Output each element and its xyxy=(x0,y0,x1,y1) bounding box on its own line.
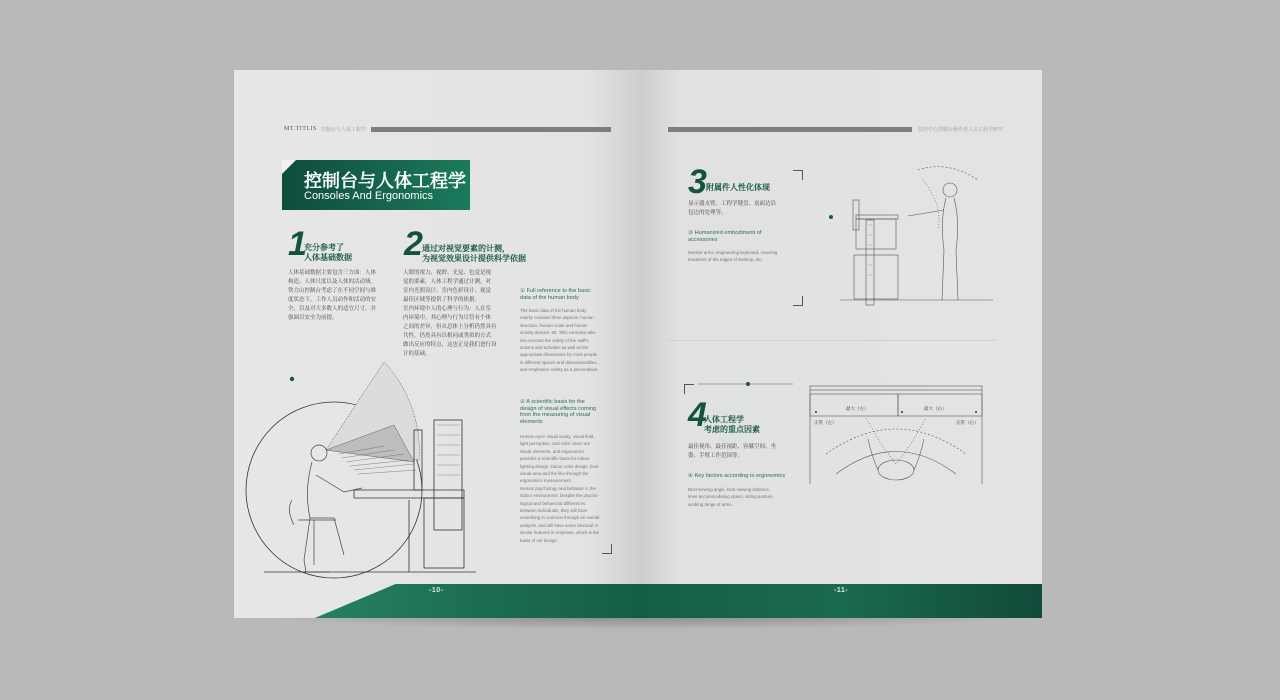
text-line: activity domain. Mt. Titlis consoles take xyxy=(520,330,596,336)
text-line: indoor environment: Despite the psycho- xyxy=(520,493,599,499)
section-1-body xyxy=(288,269,398,323)
heading-line: from the measuring of visual xyxy=(520,412,591,418)
label-max-left: 最大（左） xyxy=(846,406,869,411)
corner-mark xyxy=(793,170,803,180)
section-1-en-heading xyxy=(520,288,610,301)
text-line: 铁力山控制台考虑了在不同空间与维 xyxy=(288,288,377,294)
text-line: basis of our design. xyxy=(520,537,559,543)
heading-line: elements xyxy=(520,418,543,425)
section-3-en-body xyxy=(688,249,803,264)
heading-line: ④ Key factors according to ergonomics xyxy=(688,473,786,479)
text-line: working range of arms. xyxy=(688,501,733,507)
section-2-en-body xyxy=(520,433,608,544)
section-4-en-body xyxy=(688,486,803,508)
section-number-3: 3 xyxy=(688,163,707,201)
heading-line: ② A scientific basis for the xyxy=(520,399,585,405)
section-4-heading xyxy=(704,415,760,435)
heading-line: ③ Humanized embodiment of xyxy=(688,230,762,236)
corner-mark xyxy=(602,544,612,554)
text-line: The basic data of the human body xyxy=(520,308,587,313)
plan-view-lines xyxy=(806,384,994,496)
text-line: 内环境中，其心理与行为尽管有个体 xyxy=(403,315,492,321)
text-line: 人眼的视力、视野、光觉、色觉是视 xyxy=(403,270,492,276)
header-brand: MT.TITLIS xyxy=(284,126,317,132)
page-title-en: Consoles And Ergonomics xyxy=(304,190,434,202)
text-line: visual area and the like through the xyxy=(520,471,589,477)
text-line: appropriate dimensions for most people xyxy=(520,352,598,358)
text-line: 做出反应的特点，这也正是我们进行设 xyxy=(403,342,497,348)
text-line: provides a scientific basis for indoor xyxy=(520,456,590,462)
page-title-cn: 控制台与人体工程学 xyxy=(304,171,466,191)
heading-line: 人体工程学 xyxy=(704,415,744,424)
heading-line: data of the human body xyxy=(520,294,579,301)
header-bar xyxy=(668,127,912,132)
text-line: 构造、人体尺度以及人体的活动域。 xyxy=(288,279,377,285)
section-3-en-heading xyxy=(688,230,798,243)
text-line: knee accommodating space, sitting posture, xyxy=(688,494,774,500)
section-4-en-heading xyxy=(688,473,808,480)
section-4-body xyxy=(688,443,798,461)
text-line: 觉的要素，人体工程学通过计测，对 xyxy=(403,279,492,285)
text-line: 室内光照设计、室内色彩设计、视觉 xyxy=(403,288,492,294)
section-2-heading xyxy=(422,244,526,264)
section-2-body xyxy=(403,269,513,359)
section-number-1: 1 xyxy=(288,225,307,263)
text-line: Human psychology and behavior in the xyxy=(520,485,596,491)
corner-mark xyxy=(793,296,803,306)
heading-line: ① Full reference to the basic xyxy=(520,288,591,294)
text-line: and emphasize safety as a precondition. xyxy=(520,367,599,373)
label-normal-right: 正常（右） xyxy=(956,420,979,425)
left-page xyxy=(234,70,638,618)
text-line: 最佳视角、最佳视距、容膝空间、坐 xyxy=(688,444,777,450)
heading-line: 充分参考了 xyxy=(304,243,344,252)
header-section: 控制台与人体工程学 xyxy=(321,127,367,133)
text-line: light perception, and color vision are xyxy=(520,441,591,447)
text-line: 室内环境中人的心理与行为：人在室 xyxy=(403,306,492,312)
label-max-right: 最大（右） xyxy=(924,406,947,411)
text-line: 计的基础。 xyxy=(403,351,431,357)
page-number: -11- xyxy=(834,587,849,594)
heading-line: 通过对视觉要素的计测， xyxy=(422,244,510,253)
text-line: in different spaces and dimensionalities, xyxy=(520,359,598,365)
text-line: 共性，仍然具有以相同或类似的方式 xyxy=(403,333,492,339)
text-line: Human eyes' visual acuity, visual field, xyxy=(520,434,595,439)
text-line: 显示器支臂、工程学键盘、桌面边沿 xyxy=(688,201,777,207)
section-1-en-body xyxy=(520,307,608,374)
text-line: lighting design, indoor color design, best xyxy=(520,463,599,469)
text-line: similar features in response, which is the xyxy=(520,530,600,536)
text-line: mainly contains three aspects: human xyxy=(520,315,594,321)
section-divider xyxy=(666,340,996,341)
label-normal-left: 正常（左） xyxy=(814,420,837,425)
section-3-heading: 附属件人性化体现 xyxy=(706,183,770,192)
text-line: visual elements, and ergonomics xyxy=(520,448,584,454)
page-number: -10- xyxy=(429,587,444,594)
seated-operator-drawing xyxy=(244,350,494,590)
text-line: 全，以及对大多数人的适宜尺寸，并 xyxy=(288,306,377,312)
standing-operator-drawing xyxy=(808,160,1008,310)
text-line: Best viewing angle, best viewing distance, xyxy=(688,487,771,492)
heading-line: accessories xyxy=(688,236,718,243)
section-number-2: 2 xyxy=(404,225,423,263)
text-line: ergonomics measurement. xyxy=(520,478,572,484)
text-line: analysis, and still have some identical or xyxy=(520,522,599,528)
connector-line xyxy=(698,380,798,388)
right-page xyxy=(638,70,1042,618)
text-line: between individuals, they still have xyxy=(520,508,588,514)
section-1-heading xyxy=(304,243,352,263)
text-line: structure, human scale and human xyxy=(520,322,588,328)
heading-line: design of visual effects coming xyxy=(520,405,597,412)
text-line: 度状态下，工作人员动作和活动的安 xyxy=(288,297,377,303)
heading-line: 考虑的重点因素 xyxy=(704,425,760,434)
heading-line: 人体基础数据 xyxy=(304,253,352,262)
text-line: into account the safety of the staff's xyxy=(520,337,589,343)
text-line: 最佳区域等提供了科学的依据。 xyxy=(403,297,481,303)
text-line: 包边的处理等。 xyxy=(688,210,727,216)
text-line: 姿、手臂工作范围等。 xyxy=(688,453,744,459)
header-section: 监控中心控制台操作者人员工程学研究 xyxy=(918,127,1004,133)
text-line: 强调以安全为前提。 xyxy=(288,315,338,321)
text-line: actions and activities as well as the xyxy=(520,345,589,351)
section-2-en-heading xyxy=(520,399,610,425)
plan-view-diagram xyxy=(806,384,994,496)
brochure-spread xyxy=(234,70,1042,618)
text-line: Monitor arms, engineering keyboard, covering xyxy=(688,250,778,255)
title-fold xyxy=(282,160,296,174)
text-line: logical and behavioral differences xyxy=(520,500,586,506)
text-line: treatment of the edges of desktop, etc. xyxy=(688,257,763,263)
heading-line: 为视觉效果设计提供科学依据 xyxy=(422,254,526,263)
section-number-4: 4 xyxy=(688,396,707,434)
text-line: something in common through an overall xyxy=(520,515,600,521)
corner-mark xyxy=(684,384,694,394)
section-3-body xyxy=(688,200,798,218)
text-line: 之间的差异，但从总体上分析仍然具有 xyxy=(403,324,497,330)
header-bar xyxy=(371,127,611,132)
text-line: 人体基础数据主要包含三方面：人体 xyxy=(288,270,377,276)
